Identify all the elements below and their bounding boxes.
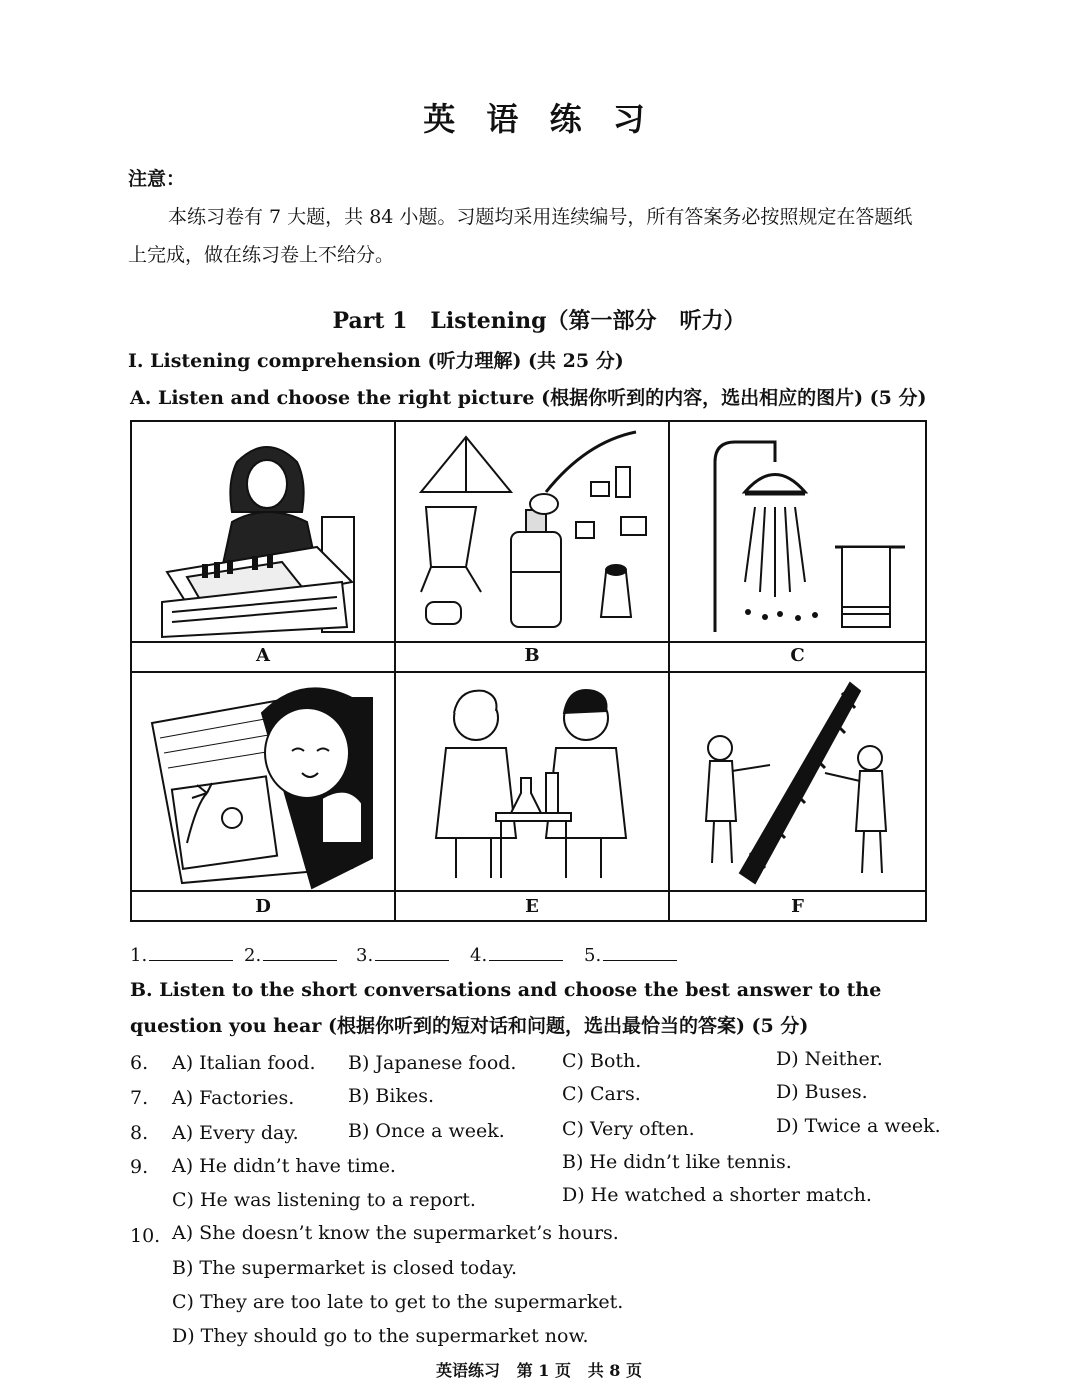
picture-label-b: B — [524, 645, 540, 666]
girl-beach-postcard-icon — [132, 673, 394, 890]
blank-number: 1. — [130, 945, 148, 966]
scientists-lab-icon — [396, 673, 668, 890]
picture-label-a: A — [256, 645, 270, 666]
option-a[interactable]: A) Factories. — [172, 1087, 295, 1109]
picture-grid — [130, 420, 927, 922]
option-c[interactable]: C) Cars. — [562, 1083, 641, 1105]
option-b[interactable]: B) Japanese food. — [348, 1052, 517, 1074]
option-d[interactable]: D) Buses. — [776, 1081, 868, 1103]
shower-towel-icon — [670, 422, 925, 641]
option-d[interactable]: D) Neither. — [776, 1048, 883, 1070]
option-a[interactable]: A) She doesn’t know the supermarket’s hours. — [172, 1222, 619, 1244]
picture-label-d: D — [255, 896, 271, 917]
blank-number: 5. — [584, 945, 602, 966]
notice-text: 本练习卷有 7 大题，共 84 小题。习题均采用连续编号，所有答案务必按照规定在答题纸上完成，做在练习卷上不给分。 — [128, 206, 913, 266]
option-c[interactable]: C) Very often. — [562, 1118, 695, 1140]
picture-c — [670, 422, 925, 641]
question-number: 10. — [130, 1225, 161, 1247]
option-d[interactable]: D) Twice a week. — [776, 1115, 941, 1137]
question-number: 9. — [130, 1156, 149, 1178]
sectionB-heading: B. Listen to the short conversations and choose the best answer to the question you hear (根据你听到的短对话和问题，选出最恰当的答案) (5 分) — [130, 979, 882, 1037]
men-arguing-fence-icon — [670, 673, 925, 890]
answer-blank-5[interactable] — [584, 944, 677, 966]
option-a[interactable]: A) He didn’t have time. — [172, 1155, 396, 1177]
option-a[interactable]: A) Every day. — [172, 1122, 299, 1144]
picture-label-f: F — [791, 896, 804, 917]
option-d[interactable]: D) They should go to the supermarket now. — [172, 1325, 589, 1347]
section1-heading: I. Listening comprehension (听力理解) (共 25 分) — [128, 350, 624, 372]
option-c[interactable]: C) They are too late to get to the supermarket. — [172, 1291, 624, 1313]
option-b[interactable]: B) The supermarket is closed today. — [172, 1257, 517, 1279]
picture-a — [132, 422, 394, 641]
question-number: 8. — [130, 1122, 149, 1144]
camping-gas-canister-icon — [396, 422, 668, 641]
option-b[interactable]: B) He didn’t like tennis. — [562, 1151, 792, 1173]
page-title: 英 语 练 习 — [423, 100, 655, 138]
page-footer: 英语练习 第 1 页 共 8 页 — [436, 1361, 642, 1380]
answer-blank-2[interactable] — [244, 944, 337, 966]
option-b[interactable]: B) Bikes. — [348, 1085, 435, 1107]
picture-label-e: E — [525, 896, 539, 917]
option-d[interactable]: D) He watched a shorter match. — [562, 1184, 872, 1206]
question-number: 6. — [130, 1052, 149, 1074]
picture-label-c: C — [790, 645, 805, 666]
option-c[interactable]: C) He was listening to a report. — [172, 1189, 476, 1211]
blank-number: 2. — [244, 945, 262, 966]
option-b[interactable]: B) Once a week. — [348, 1120, 505, 1142]
blank-number: 4. — [470, 945, 488, 966]
answer-blank-3[interactable] — [356, 944, 449, 966]
notice-heading: 注意： — [128, 168, 186, 190]
sectionA-heading: A. Listen and choose the right picture (根据你听到的内容，选出相应的图片) (5 分) — [130, 387, 927, 409]
answer-blank-1[interactable] — [130, 944, 233, 966]
picture-f — [670, 673, 925, 890]
answer-blank-4[interactable] — [470, 944, 563, 966]
picture-d — [132, 673, 394, 890]
girl-playing-chess-icon — [132, 422, 394, 641]
picture-b — [396, 422, 668, 641]
option-a[interactable]: A) Italian food. — [172, 1052, 316, 1074]
part-heading: Part 1 Listening（第一部分 听力） — [332, 308, 746, 334]
option-c[interactable]: C) Both. — [562, 1050, 642, 1072]
question-number: 7. — [130, 1087, 149, 1109]
picture-e — [396, 673, 668, 890]
blank-number: 3. — [356, 945, 374, 966]
